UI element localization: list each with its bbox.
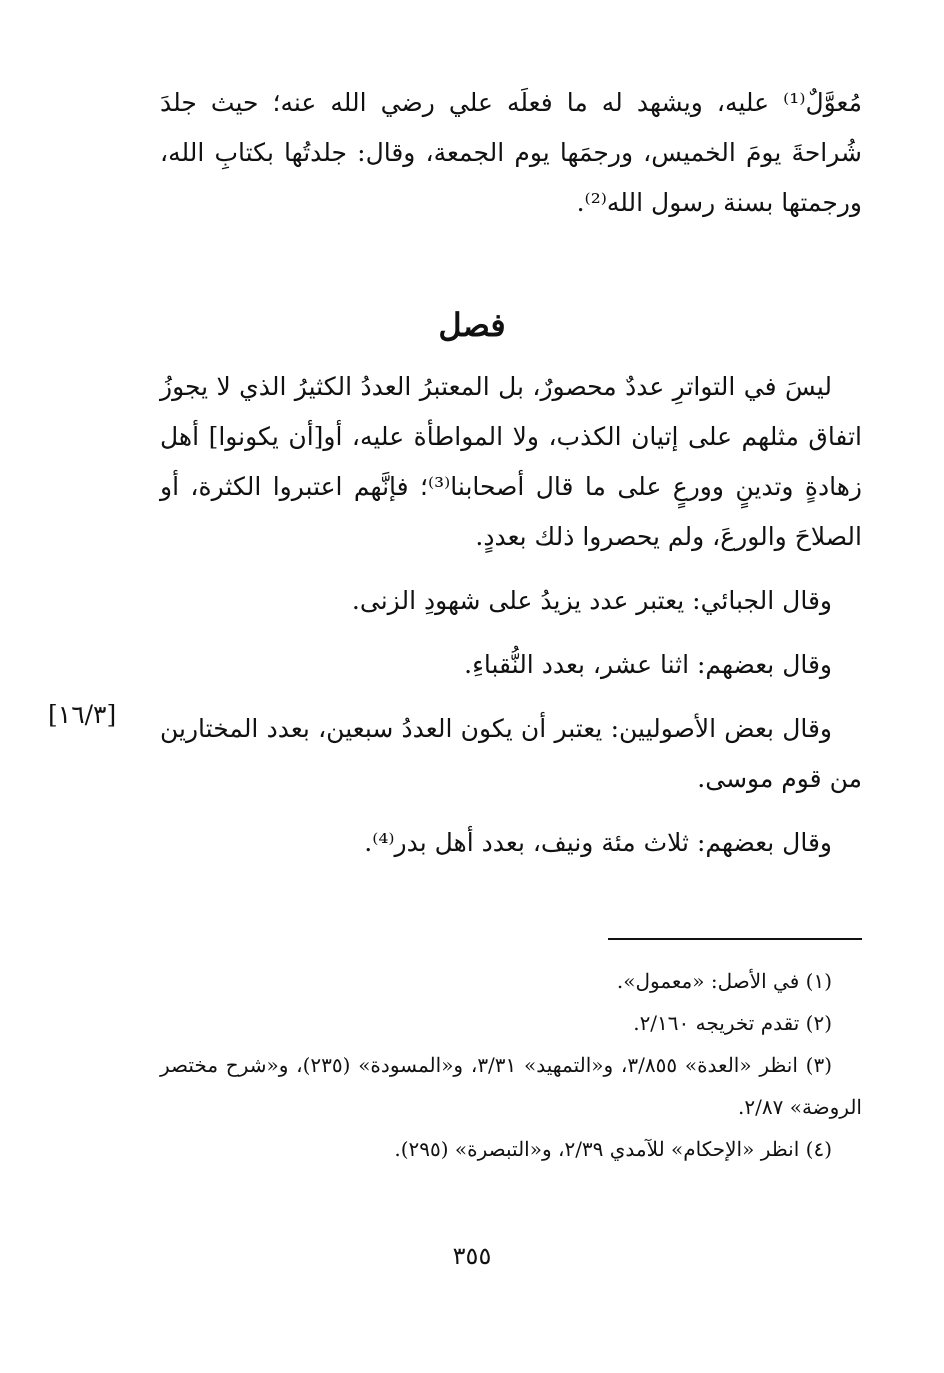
section-body bbox=[160, 362, 862, 882]
section-heading: فصل bbox=[438, 306, 506, 344]
section-paragraph-5: وقال بعضهم: ثلاث مئة ونيف، بعدد أهل بدر⁽⁴⁾. bbox=[364, 828, 832, 857]
footnote-4: (٤) انظر «الإحكام» للآمدي ٢/٣٩، و«التبصرة» (٢٩٥). bbox=[394, 1137, 832, 1161]
section-paragraph-3: وقال بعضهم: اثنا عشر، بعدد النُّقباءِ. bbox=[464, 650, 832, 679]
page-number: ٣٥٥ bbox=[452, 1242, 492, 1270]
margin-volume-page-reference: [١٦/٣] bbox=[48, 700, 117, 729]
footnote-2: (٢) تقدم تخريجه ٢/١٦٠. bbox=[633, 1011, 832, 1035]
intro-text: مُعوَّلٌ⁽¹⁾ عليه، ويشهد له ما فعلَه علي رضي الله عنه؛ حيث جلدَ شُراحةَ يومَ الخميس، ورجمَها يوم الجمعة، وقال: جلدتُها بكتابِ الله، ورجمتها بسنة رسول الله⁽²⁾. bbox=[160, 88, 862, 217]
footnote-1: (١) في الأصل: «معمول». bbox=[616, 969, 832, 993]
section-paragraph-4: وقال بعض الأصوليين: يعتبر أن يكون العددُ سبعين، بعدد المختارين من قوم موسى. bbox=[160, 714, 862, 793]
footnotes bbox=[160, 960, 862, 1170]
footnote-divider bbox=[608, 938, 862, 940]
section-paragraph-1: ليسَ في التواترِ عددٌ محصورٌ، بل المعتبرُ العددُ الكثيرُ الذي لا يجوزُ اتفاق مثلهم على إتيان الكذب، ولا المواطأة عليه، أو[أن يكونوا] أهل زهادةٍ وتدينٍ وورعٍ على ما قال أصحابنا⁽³⁾؛ فإنَّهم اعتبروا الكثرة، أو الصلاحَ والورعَ، ولم يحصروا ذلك بعددٍ. bbox=[160, 372, 862, 551]
intro-paragraph bbox=[160, 78, 862, 228]
section-paragraph-2: وقال الجبائي: يعتبر عدد يزيدُ على شهودِ الزنى. bbox=[351, 586, 832, 615]
footnote-3: (٣) انظر «العدة» ٣/٨٥٥، و«التمهيد» ٣/٣١، و«المسودة» (٢٣٥)، و«شرح مختصر الروضة» ٢/٨٧. bbox=[160, 1053, 862, 1119]
